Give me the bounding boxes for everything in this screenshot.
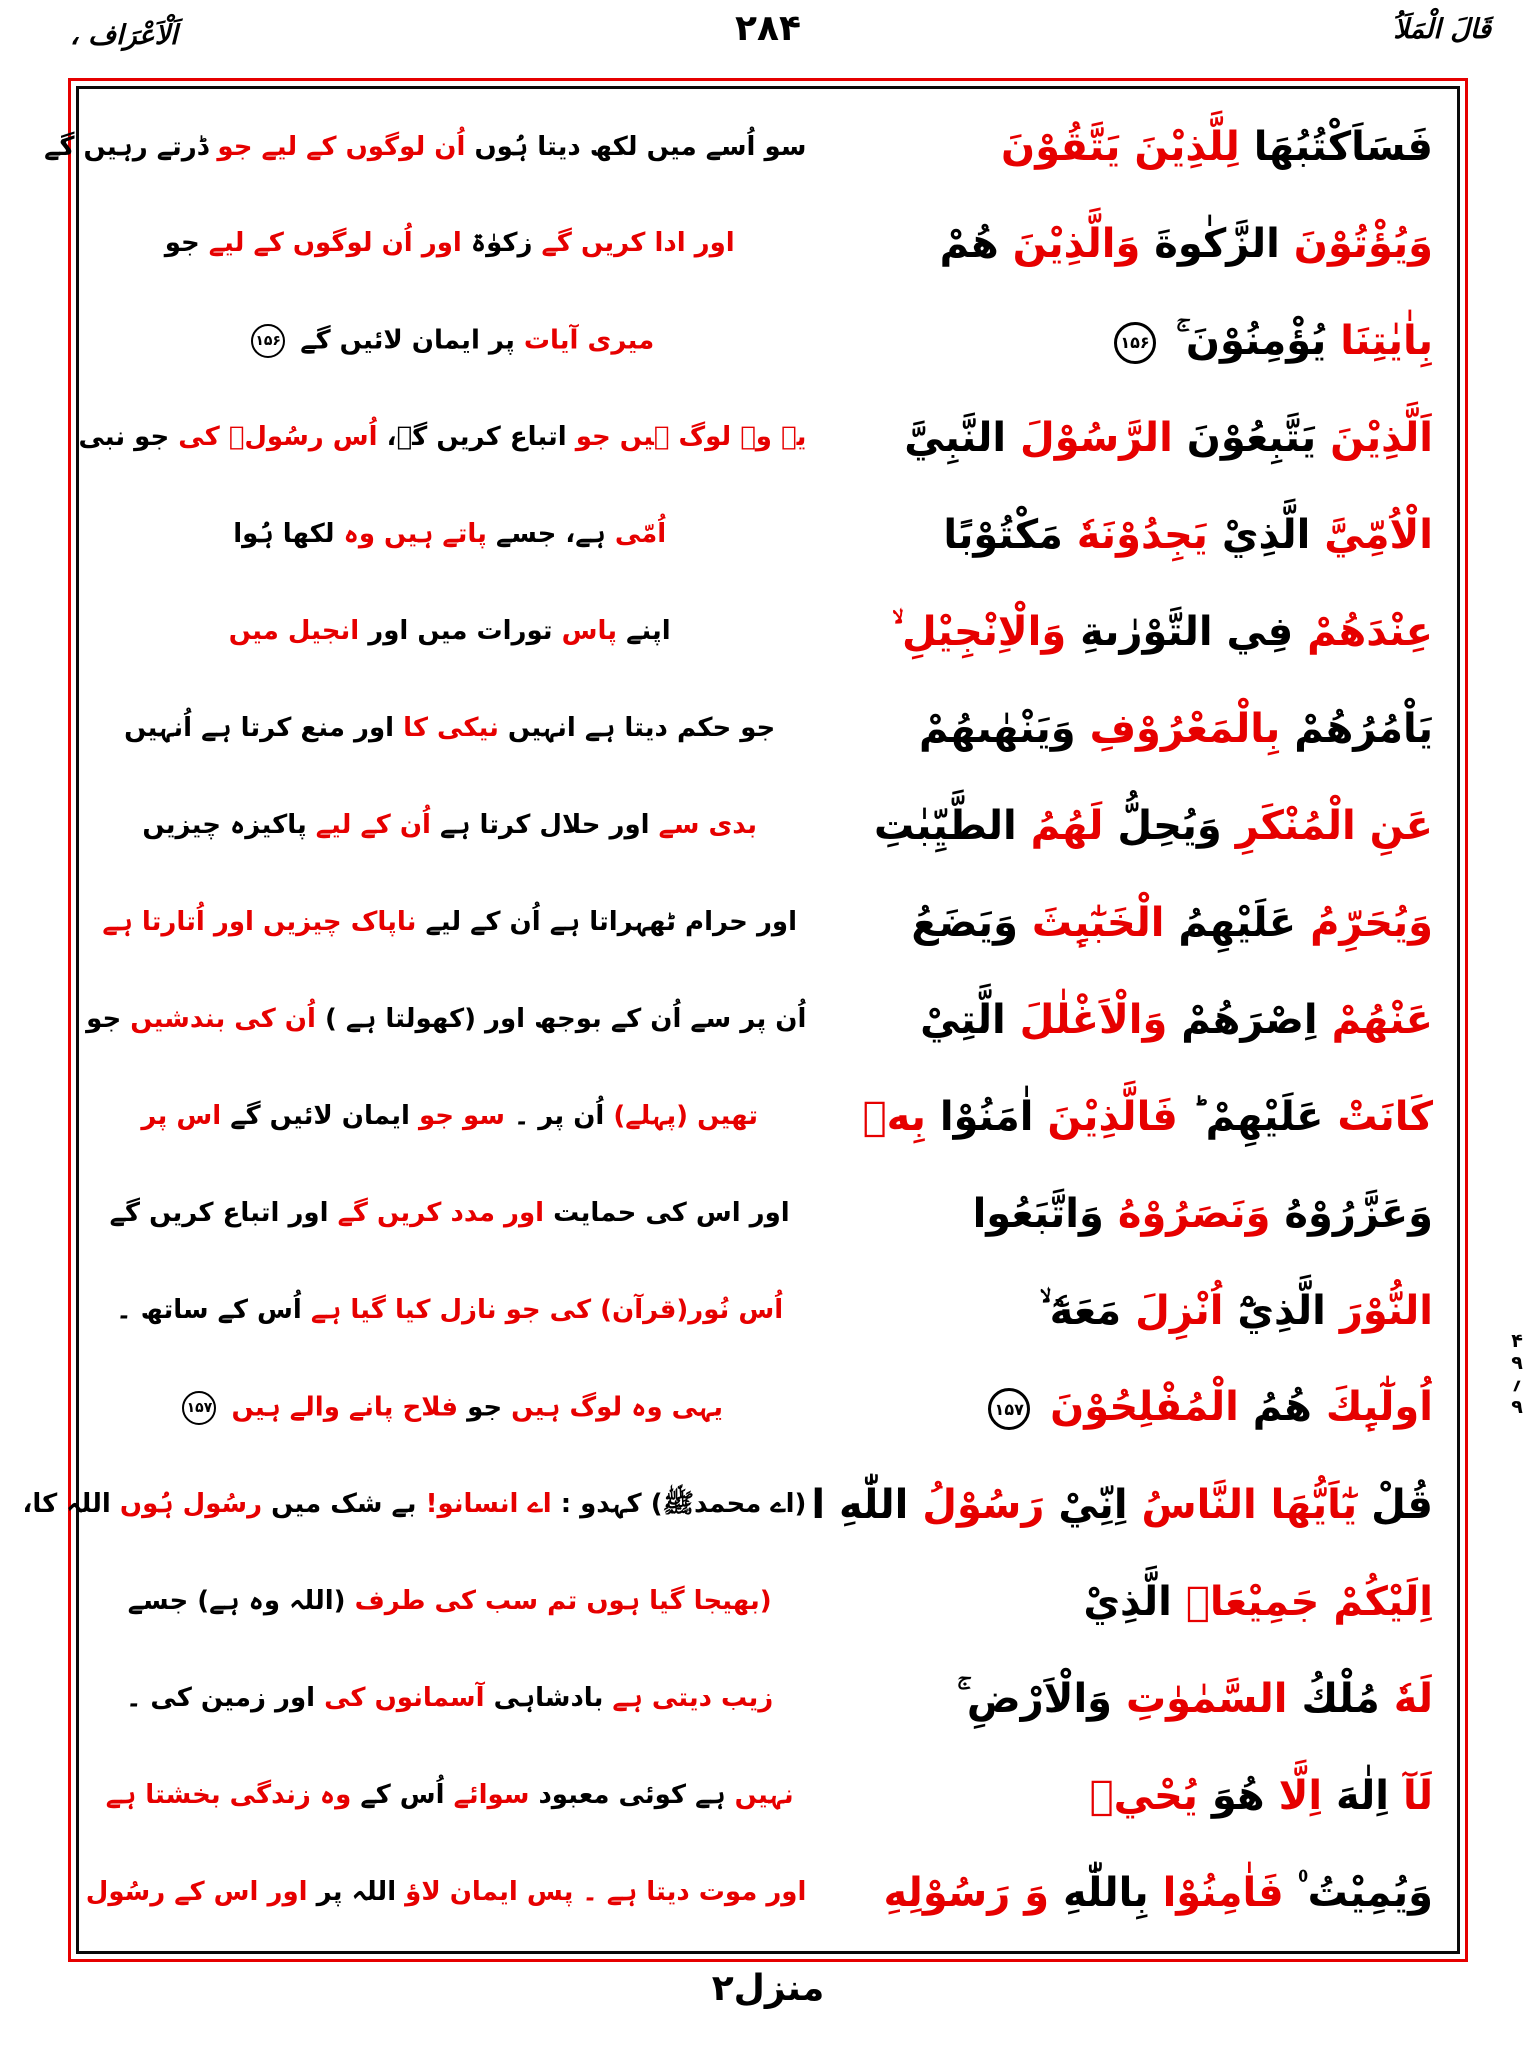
arabic-segment: الْخَبٰٓىِٕثَ <box>1031 900 1165 947</box>
arabic-segment: اِنِّيْ <box>1058 1481 1128 1528</box>
urdu-segment: وہ زندگی بخشتا ہے <box>105 1779 352 1810</box>
urdu-segment: یہ وہ لوگ ہیں جو <box>575 422 807 453</box>
urdu-segment: اللہ پر <box>316 1876 397 1907</box>
urdu-segment: ہے، جسے <box>495 519 606 550</box>
urdu-segment: لکھا ہُوا <box>233 519 335 550</box>
arabic-segment: الرَّسُوْلَ <box>1020 415 1173 462</box>
urdu-segment: اے انسانو! <box>425 1488 552 1519</box>
arabic-line <box>806 319 1439 364</box>
surah-name-header: اَلْاَعْرَاف ، <box>70 20 178 51</box>
arabic-line <box>806 804 1439 848</box>
arabic-line <box>806 416 1439 460</box>
urdu-segment: اور اتباع کریں گے <box>109 1198 329 1229</box>
arabic-segment: قُلْ <box>1371 1481 1433 1528</box>
urdu-segment: اور مدد کریں گے <box>337 1198 545 1229</box>
text-row <box>93 1650 1439 1747</box>
arabic-line <box>806 707 1439 751</box>
arabic-segment: وَالْاِنْجِيْلِ ۙ <box>891 609 1067 656</box>
urdu-line <box>44 131 807 163</box>
urdu-segment: اور زمین کی ۔ <box>126 1682 316 1713</box>
urdu-line <box>22 1488 807 1520</box>
arabic-segment: وَنَصَرُوْهُ <box>1117 1190 1271 1237</box>
page-border-outer <box>22 78 1468 1962</box>
arabic-segment: اِلَّا <box>1278 1772 1323 1819</box>
arabic-segment: هُمْ <box>939 221 999 268</box>
urdu-segment: اُس کے <box>360 1779 445 1810</box>
urdu-segment: تورات میں اور <box>368 616 553 647</box>
urdu-segment: جو حکم دیتا ہے انہیں <box>507 713 776 744</box>
urdu-segment: سوائے <box>453 1779 530 1810</box>
urdu-segment: بادشاہی <box>493 1682 604 1713</box>
arabic-segment: وَيُمِيْتُ ۠ <box>1297 1869 1433 1916</box>
arabic-segment: الَّذِيْ <box>1221 512 1311 559</box>
urdu-segment: جو <box>86 1004 122 1035</box>
arabic-segment: مُلْكُ <box>1301 1675 1380 1722</box>
urdu-segment: (اے محمدﷺ) کہدو : <box>560 1488 807 1519</box>
text-row <box>93 1553 1439 1650</box>
arabic-segment: اِلَيْكُمْ جَمِيْعَاۣ <box>1185 1578 1433 1625</box>
arabic-line <box>806 1095 1439 1139</box>
urdu-line <box>93 1587 806 1617</box>
urdu-segment: اور اُن لوگوں کے لیے <box>208 228 462 259</box>
urdu-segment: اُمّی <box>614 519 667 550</box>
arabic-segment: وَيُؤْتُوْنَ <box>1293 221 1433 268</box>
arabic-segment: الطَّيِّبٰتِ <box>874 803 1017 850</box>
arabic-line <box>806 1774 1439 1818</box>
arabic-segment: اَلَّذِيْنَ <box>1330 415 1433 462</box>
arabic-segment: بِاٰيٰتِنَا <box>1340 317 1433 364</box>
text-row <box>93 1747 1439 1844</box>
urdu-line <box>93 229 806 259</box>
arabic-line <box>806 1385 1439 1430</box>
arabic-segment: وَ رَسُوْلِهِ <box>883 1869 1050 1916</box>
urdu-segment: جو <box>164 228 200 259</box>
urdu-line <box>93 908 806 938</box>
urdu-line <box>93 1102 806 1132</box>
urdu-segment: اور ادا کریں گے <box>541 228 735 259</box>
arabic-segment: الْمُفْلِحُوْنَ <box>1050 1384 1239 1431</box>
arabic-line <box>806 901 1439 945</box>
arabic-segment: اٰمَنُوْا <box>939 1094 1034 1140</box>
arabic-segment: اِصْرَهُمْ <box>1181 997 1318 1044</box>
arabic-line <box>806 222 1439 266</box>
arabic-segment: الْاُمِّيَّ <box>1324 512 1433 559</box>
arabic-segment: وَعَزَّرُوْهُ <box>1284 1190 1433 1237</box>
urdu-segment: ایمان لائیں گے <box>230 1101 410 1132</box>
urdu-segment: اُن کی بندشیں <box>130 1004 316 1035</box>
text-row <box>93 1069 1439 1166</box>
text-row <box>85 1844 1439 1941</box>
page-number: ۲۸۴ <box>735 8 801 49</box>
urdu-segment: اُن پر سے اُن کے بوجھ اور (کھولتا ہے ) <box>324 1004 807 1035</box>
urdu-segment: پر ایمان لائیں گے <box>300 325 515 356</box>
urdu-segment: سو جو <box>418 1101 505 1132</box>
urdu-segment: ناپاک چیزیں اور اُتارتا ہے <box>102 907 417 938</box>
text-row <box>78 390 1439 487</box>
arabic-segment: وَالَّذِيْنَ <box>1012 221 1141 268</box>
urdu-segment: اُس کے ساتھ ۔ <box>116 1294 302 1325</box>
arabic-segment: بِهٖ <box>862 1094 926 1140</box>
urdu-segment: اور اس کے رسُول <box>85 1876 308 1907</box>
arabic-segment: كَانَتْ <box>1337 1094 1433 1140</box>
urdu-line <box>93 1391 806 1425</box>
arabic-segment: الَّذِيْٓ <box>1237 1287 1326 1334</box>
urdu-segment: پاکیزہ چیزیں <box>142 810 307 841</box>
urdu-segment: انجیل میں <box>228 616 360 647</box>
arabic-segment: بِالْمَعْرُوْفِ <box>1089 706 1281 753</box>
manzil-footer: منزل۲ <box>711 1968 825 2009</box>
arabic-segment: الزَّكٰوةَ <box>1154 221 1280 268</box>
urdu-segment: پاس <box>561 616 618 647</box>
text-row <box>22 1456 1439 1553</box>
urdu-line <box>93 520 806 550</box>
urdu-segment: بے شک میں <box>271 1488 417 1519</box>
arabic-segment: لَهٗ <box>1393 1675 1433 1722</box>
arabic-segment: فِي التَّوْرٰىةِ <box>1080 609 1294 656</box>
text-row <box>93 1165 1439 1262</box>
arabic-segment: لَآ <box>1402 1772 1433 1819</box>
urdu-line <box>93 1684 806 1714</box>
arabic-segment: وَاتَّبَعُوا <box>972 1190 1104 1237</box>
text-row <box>93 487 1439 584</box>
arabic-segment: يَجِدُوْنَهٗ <box>1076 512 1208 559</box>
urdu-line <box>93 324 806 358</box>
urdu-segment: اور موت دیتا ہے ۔ پس ایمان لاؤ <box>405 1876 807 1907</box>
urdu-segment: اُس نُور(قرآن) کی جو نازل کیا گیا ہے <box>310 1294 784 1325</box>
arabic-segment: يَتَّبِعُوْنَ <box>1186 415 1317 462</box>
arabic-segment: الَّذِيْ <box>1083 1578 1172 1625</box>
urdu-segment: اس پر <box>141 1101 222 1132</box>
arabic-segment: وَيَضَعُ <box>911 900 1018 947</box>
text-rows <box>22 99 1439 1941</box>
arabic-segment: هُوَ <box>1211 1772 1265 1819</box>
arabic-segment: يٰٓاَيُّهَا النَّاسُ <box>1141 1481 1358 1528</box>
arabic-segment: فَسَاَكْتُبُهَا <box>1253 124 1433 171</box>
arabic-segment: اِلٰهَ <box>1336 1772 1390 1819</box>
arabic-segment: اُنْزِلَ <box>1135 1287 1224 1334</box>
text-row <box>86 972 1439 1069</box>
urdu-segment: اُن کے لیے <box>315 810 431 841</box>
arabic-line <box>806 610 1439 654</box>
page-border-inner <box>22 86 1460 1954</box>
arabic-segment: فَالَّذِيْنَ <box>1047 1094 1178 1140</box>
urdu-line <box>78 422 807 453</box>
arabic-segment: مَكْتُوْبًا <box>943 512 1063 559</box>
arabic-line <box>806 513 1439 557</box>
text-row <box>93 1262 1439 1359</box>
text-row <box>93 681 1439 778</box>
urdu-segment: اُس رسُولؐ کی <box>178 422 378 453</box>
arabic-line <box>806 1677 1439 1721</box>
arabic-line <box>806 1580 1439 1624</box>
text-row <box>93 196 1439 293</box>
arabic-segment: عَنْهُمْ <box>1331 997 1433 1044</box>
urdu-segment: میری آیات <box>523 325 655 356</box>
arabic-line <box>806 1289 1439 1333</box>
arabic-segment: وَالْاَرْضِ ۚ <box>956 1675 1113 1722</box>
arabic-segment: يَاْمُرُهُمْ <box>1294 706 1433 753</box>
urdu-segment: نیکی کا <box>403 713 499 744</box>
arabic-segment: رَسُوْلُ <box>922 1481 1045 1528</box>
arabic-segment: مَعَهٗٓ ۙ <box>1039 1287 1122 1334</box>
urdu-segment: اللہ کا، <box>22 1488 111 1519</box>
arabic-segment: لِلَّذِيْنَ يَتَّقُوْنَ <box>1001 124 1240 171</box>
arabic-segment: بِاللّٰهِ <box>1063 1869 1149 1916</box>
urdu-segment: اور اس کی حمایت <box>553 1198 790 1229</box>
arabic-segment: اُولٰٓىِٕكَ <box>1325 1384 1433 1431</box>
urdu-segment: ڈرتے رہیں گے <box>44 131 209 162</box>
urdu-segment: اور حرام ٹھہراتا ہے اُن کے لیے <box>425 907 798 938</box>
ruku-margin-note: ۹؍۴۹ <box>1506 1330 1528 1418</box>
arabic-line <box>806 1871 1439 1915</box>
verse-number-badge: ۱۵۶ <box>1114 322 1156 364</box>
urdu-segment: زکوٰۃ <box>470 228 533 259</box>
arabic-segment: وَيَنْهٰىهُمْ <box>918 706 1076 753</box>
urdu-line <box>93 714 806 744</box>
verse-number-badge: ۱۵۶ <box>251 324 285 358</box>
arabic-segment: عِنْدَهُمْ <box>1307 609 1433 656</box>
arabic-segment: يُؤْمِنُوْنَ ۚ <box>1175 317 1327 364</box>
urdu-line <box>93 811 806 841</box>
urdu-line <box>86 1004 807 1035</box>
arabic-segment: عَلَيْهِمْ ؕ <box>1191 1094 1324 1140</box>
urdu-segment: اپنے <box>626 616 671 647</box>
urdu-segment: اور حلال کرتا ہے <box>440 810 650 841</box>
urdu-segment: ہے کوئی معبود <box>538 1779 726 1810</box>
arabic-segment: فَاٰمِنُوْا <box>1162 1869 1284 1916</box>
arabic-segment: وَيُحَرِّمُ <box>1310 900 1433 947</box>
urdu-line <box>93 617 806 647</box>
urdu-segment: اُن پر ۔ <box>513 1101 605 1132</box>
arabic-line <box>806 1483 1439 1527</box>
urdu-segment: اور منع کرتا ہے اُنہیں <box>124 713 395 744</box>
text-row <box>93 293 1439 390</box>
verse-number-badge: ۱۵۷ <box>988 1388 1030 1430</box>
urdu-segment: فلاح پانے والے ہیں <box>231 1392 458 1423</box>
urdu-segment: (بھیجا گیا ہوں تم سب کی طرف <box>354 1585 772 1616</box>
urdu-line <box>93 1296 806 1326</box>
arabic-segment: اللّٰهِ ا <box>811 1481 909 1528</box>
arabic-segment: يُحْيٖ <box>1089 1772 1198 1819</box>
arabic-segment: هُمُ <box>1252 1384 1312 1431</box>
arabic-line <box>806 998 1439 1042</box>
urdu-segment: جو نبی <box>78 422 170 453</box>
verse-number-badge: ۱۵۷ <box>182 1391 216 1425</box>
urdu-segment: جو <box>467 1392 503 1423</box>
arabic-line <box>806 1192 1439 1236</box>
arabic-segment: الَّتِيْ <box>920 997 1006 1044</box>
urdu-segment: آسمانوں کی <box>324 1682 485 1713</box>
arabic-segment: النَّبِيَّ <box>904 415 1007 462</box>
text-row <box>93 584 1439 681</box>
text-row <box>44 99 1439 196</box>
text-row <box>93 875 1439 972</box>
urdu-segment: زیب دیتی ہے <box>612 1682 774 1713</box>
text-row <box>93 1359 1439 1456</box>
urdu-segment: اتباع کریں گے، <box>386 422 567 453</box>
urdu-segment: نہیں <box>734 1779 794 1810</box>
urdu-segment: رسُول ہُوں <box>119 1488 263 1519</box>
arabic-segment: وَالْاَغْلٰلَ <box>1019 997 1168 1044</box>
urdu-segment: سو اُسے میں لکھ دیتا ہُوں <box>474 131 807 162</box>
page-header <box>0 0 1536 78</box>
urdu-segment: یہی وہ لوگ ہیں <box>511 1392 723 1423</box>
arabic-line <box>806 125 1439 169</box>
arabic-segment: السَّمٰوٰتِ <box>1125 1675 1288 1722</box>
arabic-segment: عَلَيْهِمُ <box>1178 900 1297 947</box>
arabic-segment: وَيُحِلُّ <box>1117 803 1222 850</box>
urdu-line <box>93 1781 806 1811</box>
text-row <box>93 778 1439 875</box>
urdu-segment: اُن لوگوں کے لیے جو <box>217 131 466 162</box>
urdu-line <box>85 1876 807 1908</box>
urdu-line <box>93 1199 806 1229</box>
arabic-segment: لَهُمُ <box>1030 803 1104 850</box>
juz-title-header: قَالَ الْمَلَاُ <box>1393 14 1491 45</box>
urdu-segment: (اللہ وہ ہے) جسے <box>127 1585 346 1616</box>
urdu-segment: بدی سے <box>658 810 758 841</box>
urdu-segment: تھیں (پہلے) <box>613 1101 759 1132</box>
urdu-segment: پاتے ہیں وہ <box>343 519 487 550</box>
arabic-segment: عَنِ الْمُنْكَرِ <box>1235 803 1433 850</box>
arabic-segment: النُّوْرَ <box>1339 1287 1433 1334</box>
